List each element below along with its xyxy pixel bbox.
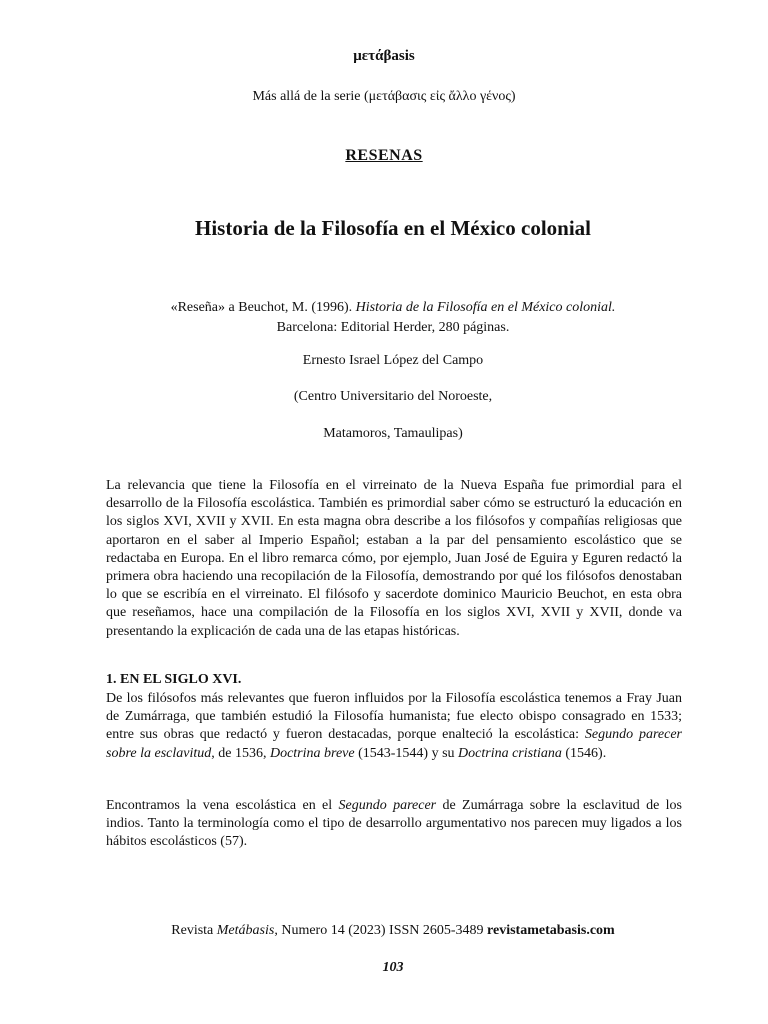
affiliation-line-2: Matamoros, Tamaulipas) <box>323 426 463 441</box>
footer-prefix: Revista <box>171 923 217 938</box>
article-title: Historia de la Filosofía en el México colonial <box>194 216 592 240</box>
p2-italic-1: Segundo parecer sobre la esclavitud <box>106 727 683 761</box>
page-number: 103 <box>382 960 404 975</box>
paragraph-intro: La relevancia que tiene la Filosofía en el virreinato de la Nueva España fue primordial para el desarrollo de la Filosofía escolástica. También es primordial saber cómo se estructuró la educación en los siglos XVI, XVII y XVII. En esta magna obra describe a los filósofos y compañías religiosas que aportaron en el saber al Imperio Español; estaban a la par del pensamiento escolástico que se redactaba en Europa. En el libro remarca cómo, por ejemplo, Juan José de Eguira y Eguren redactó la primera obra haciendo una recopilación de la Filosofía, demostrando por qué los filósofos denostaban lo que se escribía en el virreinato. El filósofo y sacerdote dominico Mauricio Beuchot, en esta obra que reseñamos, hace una compilación de la Filosofía en los siglos XVI, XVII y XVII, donde va presentando la explicación de cada una de las etapas históricas. <box>106 478 682 639</box>
p2-italic-2: Doctrina breve <box>269 745 355 761</box>
p3-text-2: de Zumárraga sobre la esclavitud de los indios. Tanto la terminología como el tipo de desarrollo argumentativo nos parecen muy ligados a los hábitos escolásticos (57). <box>106 798 682 850</box>
page-footer <box>0 923 768 939</box>
p2-text-3: (1543-1544) y su <box>354 745 459 761</box>
paragraph-quote <box>106 797 682 852</box>
journal-subtitle: Más allá de la serie (μετάβασις εἰς ἄλλο γένος) <box>252 89 516 104</box>
p3-italic-1: Segundo parecer <box>338 798 437 813</box>
reference-publisher: Barcelona: Editorial Herder, 280 páginas. <box>276 320 510 335</box>
p2-text-2: , de 1536, <box>211 745 270 761</box>
book-reference <box>0 298 768 338</box>
p2-text-1: De los filósofos más relevantes que fueron influidos por la Filosofía escolástica tenemos a Fray Juan de Zumárraga, que también estudió la Filosofía humanista; fue electo obispo consagrado en 1533; entre sus obras que redactó y fueron destacadas, porque enalteció la escolástica: <box>106 691 682 743</box>
p2-italic-3: Doctrina cristiana <box>458 745 562 761</box>
reference-book-title: Historia de la Filosofía en el México colonial. <box>355 300 616 315</box>
section-heading-siglo-xvi: 1. EN EL SIGLO XVI. <box>106 672 242 687</box>
p3-text-1: Encontramos la vena escolástica en el <box>106 798 339 813</box>
p2-text-4: (1546). <box>561 745 607 761</box>
reference-prefix: «Reseña» a Beuchot, M. (1996). <box>170 300 356 315</box>
author-name: Ernesto Israel López del Campo <box>302 353 484 368</box>
affiliation-line-1: (Centro Universitario del Noroeste, <box>293 389 493 404</box>
journal-name: μετάβasis <box>353 48 415 64</box>
paragraph-zumarraga <box>106 690 682 763</box>
footer-journal-name: Metábasis <box>216 923 275 938</box>
footer-website: revistametabasis.com <box>487 923 615 938</box>
footer-issue: , Numero 14 (2023) ISSN 2605-3489 <box>274 923 488 938</box>
section-label: RESENAS <box>345 147 423 164</box>
